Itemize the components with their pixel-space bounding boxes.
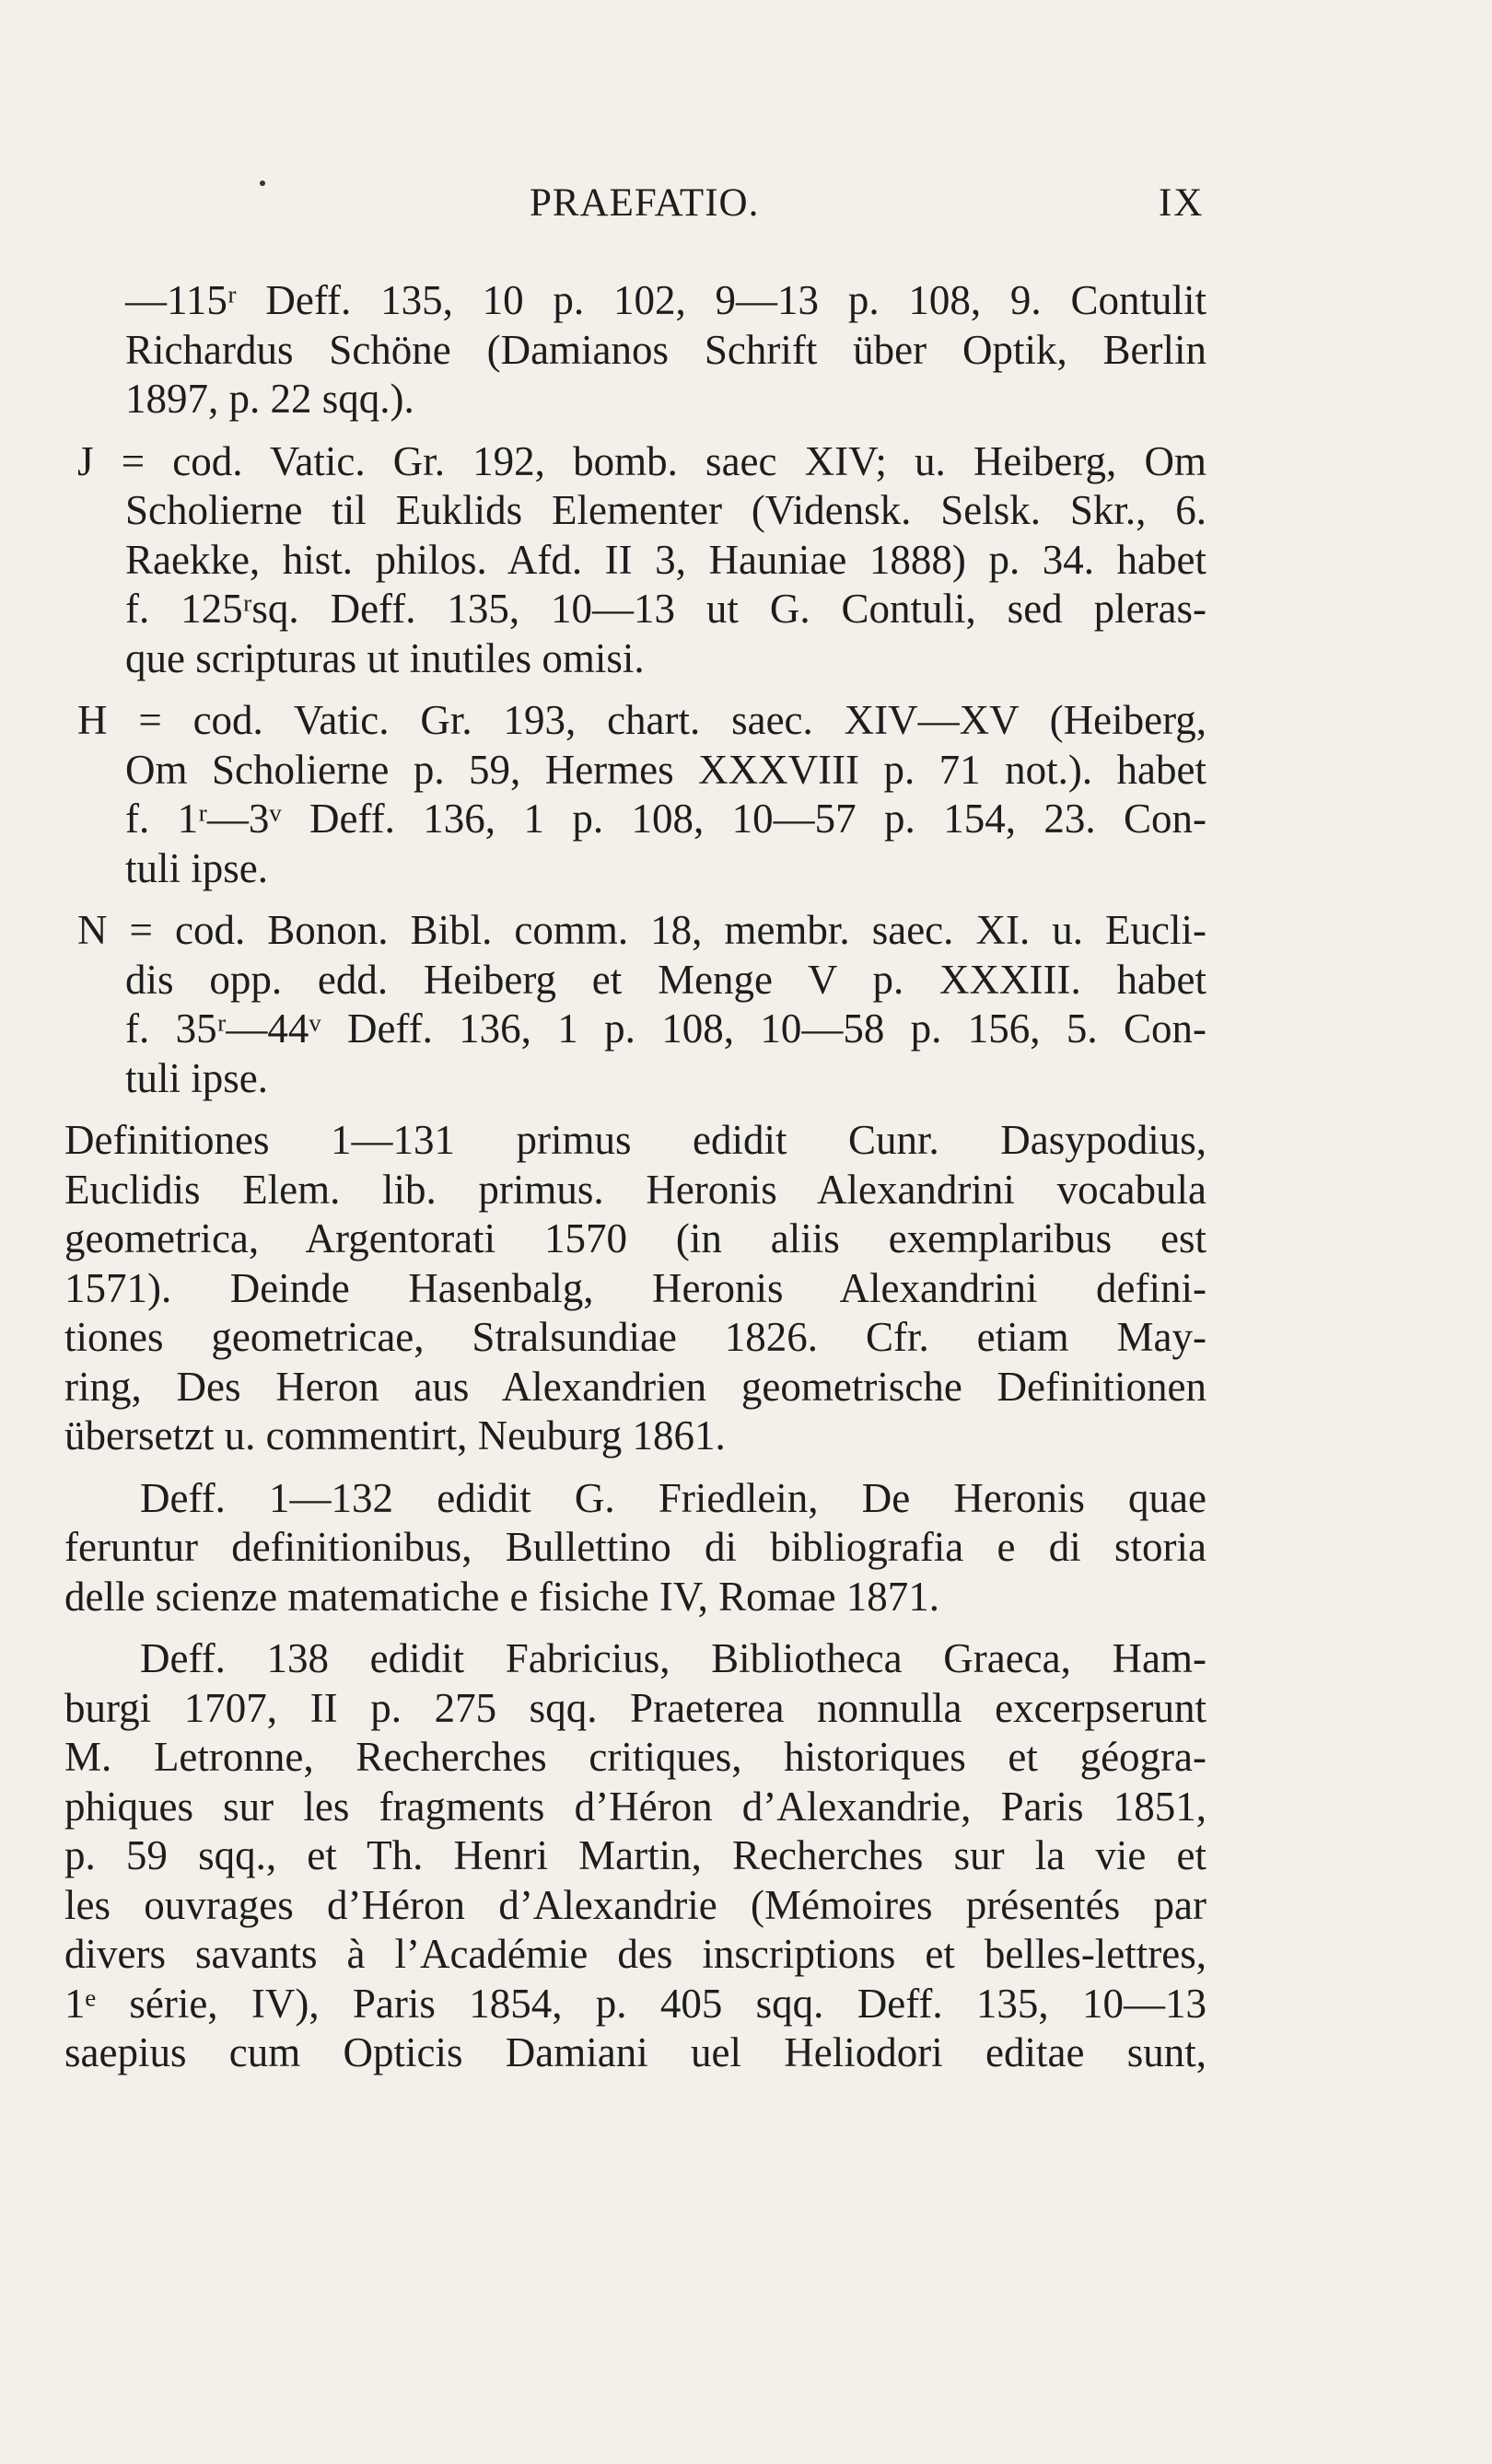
- text-line: burgi 1707, II p. 275 sqq. Praeterea nonnulla excerpserunt: [64, 1684, 1206, 1731]
- text-line: N = cod. Bonon. Bibl. comm. 18, membr. saec. XI. u. Eucli-: [77, 907, 1206, 953]
- text-line: übersetzt u. commentirt, Neuburg 1861.: [64, 1412, 726, 1459]
- text-line: Richardus Schöne (Damianos Schrift über Optik, Berlin: [125, 326, 1206, 373]
- paragraph-continuation: [64, 276, 1206, 424]
- ink-speck: [260, 180, 265, 186]
- text-line: Raekke, hist. philos. Afd. II 3, Hauniae 1888) p. 34. habet: [125, 536, 1206, 583]
- paragraph-fabricius: [64, 1634, 1206, 2078]
- text-line: Deff. 1—132 edidit G. Friedlein, De Heronis quae: [140, 1474, 1206, 1521]
- running-head: PRAEFATIO.: [530, 181, 760, 225]
- paragraph-editions: [64, 1116, 1206, 1461]
- text-line: Euclidis Elem. lib. primus. Heronis Alexandrini vocabula: [64, 1166, 1206, 1213]
- text-line: f. 125ʳsq. Deff. 135, 10—13 ut G. Contuli, sed pleras-: [125, 586, 1206, 632]
- text-line: 1ᵉ série, IV), Paris 1854, p. 405 sqq. Deff. 135, 10—13: [64, 1980, 1206, 2027]
- text-line: 1571). Deinde Hasenbalg, Heronis Alexandrini defini-: [64, 1264, 1206, 1311]
- text-line: tiones geometricae, Stralsundiae 1826. Cfr. etiam May-: [64, 1314, 1206, 1360]
- text-line: f. 1ʳ—3ᵛ Deff. 136, 1 p. 108, 10—57 p. 154, 23. Con-: [125, 796, 1206, 842]
- text-line: ring, Des Heron aus Alexandrien geometrische Definitionen: [64, 1363, 1206, 1410]
- codex-entry-N: [64, 906, 1206, 1103]
- text-line: geometrica, Argentorati 1570 (in aliis exemplaribus est: [64, 1215, 1206, 1261]
- page-body: [64, 276, 1206, 2078]
- text-line: que scripturas ut inutiles omisi.: [125, 634, 645, 681]
- text-line: Definitiones 1—131 primus edidit Cunr. Dasypodius,: [64, 1117, 1206, 1163]
- text-line: dis opp. edd. Heiberg et Menge V p. XXXIII. habet: [125, 956, 1206, 1003]
- codex-entry-H: [64, 696, 1206, 893]
- text-line: Deff. 138 edidit Fabricius, Bibliotheca Graeca, Ham-: [140, 1635, 1206, 1681]
- text-line: M. Letronne, Recherches critiques, historiques et géogra-: [64, 1734, 1206, 1780]
- text-line: —115ʳ Deff. 135, 10 p. 102, 9—13 p. 108, 9. Contulit: [125, 277, 1206, 323]
- text-line: tuli ipse.: [125, 1054, 268, 1101]
- text-line: p. 59 sqq., et Th. Henri Martin, Recherches sur la vie et: [64, 1832, 1206, 1878]
- text-line: tuli ipse.: [125, 844, 268, 891]
- codex-entry-J: [64, 437, 1206, 684]
- text-line: delle scienze matematiche e fisiche IV, Romae 1871.: [64, 1573, 940, 1620]
- text-line: les ouvrages d’Héron d’Alexandrie (Mémoires présentés par: [64, 1881, 1206, 1928]
- paragraph-friedlein: [64, 1474, 1206, 1622]
- text-line: 1897, p. 22 sqq.).: [125, 376, 414, 422]
- text-line: feruntur definitionibus, Bullettino di bibliografia e di storia: [64, 1524, 1206, 1570]
- text-line: J = cod. Vatic. Gr. 192, bomb. saec XIV; u. Heiberg, Om: [77, 437, 1206, 484]
- text-line: H = cod. Vatic. Gr. 193, chart. saec. XIV—XV (Heiberg,: [77, 697, 1206, 743]
- page-number: IX: [1159, 181, 1205, 225]
- text-line: phiques sur les fragments d’Héron d’Alexandrie, Paris 1851,: [64, 1783, 1206, 1830]
- text-line: divers savants à l’Académie des inscriptions et belles-lettres,: [64, 1931, 1206, 1977]
- text-line: Om Scholierne p. 59, Hermes XXXVIII p. 71 not.). habet: [125, 746, 1206, 793]
- text-line: Scholierne til Euklids Elementer (Vidensk. Selsk. Skr., 6.: [125, 487, 1206, 533]
- text-line: f. 35ʳ—44ᵛ Deff. 136, 1 p. 108, 10—58 p. 156, 5. Con-: [125, 1005, 1206, 1052]
- text-line: saepius cum Opticis Damiani uel Heliodori editae sunt,: [64, 2029, 1206, 2075]
